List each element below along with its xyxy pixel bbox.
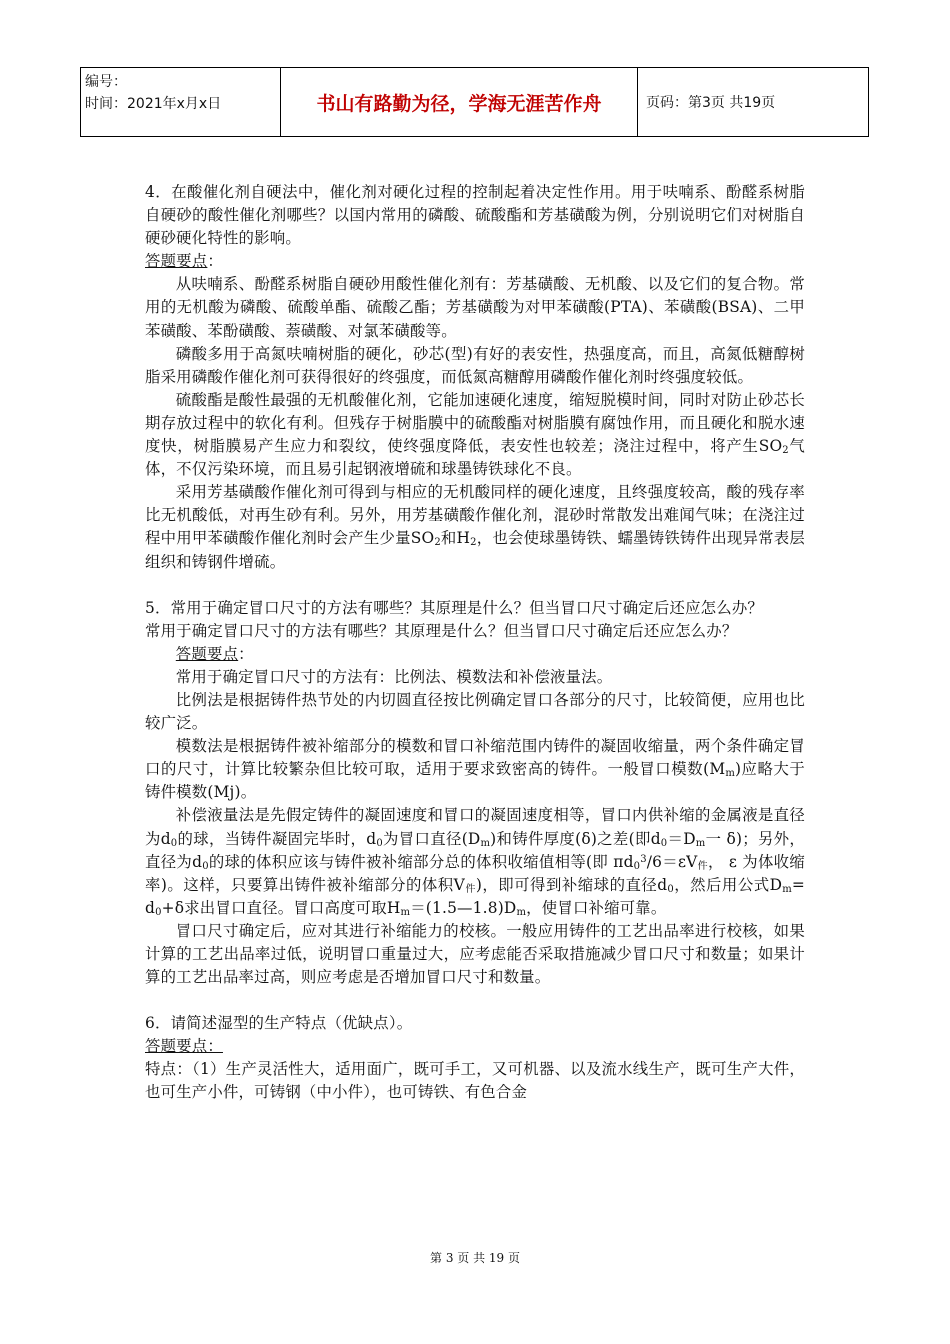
question-6: 6．请简述湿型的生产特点（优缺点）。 [145, 1014, 413, 1033]
section-gap [145, 574, 805, 597]
q5-paragraph-3: 模数法是根据铸件被补缩部分的模数和冒口补缩范围内铸件的凝固收缩量，两个条件确定冒口的尺寸，计算比较繁杂但比较可取，适用于要求致密高的铸件。一般冒口模数$(M_m)$应略大于铸件模数(Mj)。 [145, 737, 805, 802]
q4-paragraph-4: 采用芳基磺酸作催化剂可得到与相应的无机酸同样的硬化速度，且终强度较高，酸的残存率比无机酸低，对再生砂有利。另外，用芳基磺酸作催化剂，混砂时常散发出难闻气味；在浇注过程中用甲苯磺酸作催化剂时会产生少量$SO_2$和$H_2$，也会使球墨铸铁、蠕墨铸铁铸件出现异常表层组织和铸钢件增硫。 [145, 483, 805, 571]
answer-key-heading: 答题要点： [145, 1037, 223, 1056]
header-left-cell [81, 68, 281, 136]
time-label: 时间：2021年x月x日 [85, 96, 222, 112]
header-motto: 书山有路勤为径，学海无涯苦作舟 [281, 68, 638, 136]
answer-key-heading: 答题要点： [175, 644, 254, 663]
question-5-repeat: 常用于确定冒口尺寸的方法有哪些？其原理是什么？但当冒口尺寸确定后还应怎么办？ [145, 621, 738, 640]
section-gap [145, 989, 805, 1012]
header-page-info: 页码：第3页 共19页 [646, 95, 776, 111]
q4-paragraph-3: 硫酸酯是酸性最强的无机酸催化剂，它能加速硬化速度，缩短脱模时间，同时对防止砂芯长期存放过程中的软化有利。但残存于树脂膜中的硫酸酯对树脂膜有腐蚀作用，而且硬化和脱水速度快，树脂膜易产生应力和裂纹，使终强度降低，表安性也较差；浇注过程中，将产生$SO_2$气体，不仅污染环境，而且易引起钢液增硫和球墨铸铁球化不良。 [145, 390, 805, 479]
question-5: 5．常用于确定冒口尺寸的方法有哪些？其原理是什么？但当冒口尺寸确定后还应怎么办？ [145, 598, 764, 617]
question-4: 4．在酸催化剂自硬法中，催化剂对硬化过程的控制起着决定性作用。用于呋喃系、酚醛系树脂自硬砂的酸性催化剂哪些？以国内常用的磷酸、硫酸酯和芳基磺酸为例，分别说明它们对树脂自硬砂硬化特性的影响。 [145, 183, 805, 248]
q5-paragraph-5: 冒口尺寸确定后，应对其进行补缩能力的校核。一般应用铸件的工艺出品率进行校核，如果计算的工艺出品率过低，说明冒口重量过大，应考虑能否采取措施减少冒口尺寸和数量；如果计算的工艺出品率过高，则应考虑是否增加冒口尺寸和数量。 [145, 921, 805, 987]
q4-paragraph-2: 磷酸多用于高氮呋喃树脂的硬化，砂芯(型)有好的表安性，热强度高，而且，高氮低糖醇树脂采用磷酸作催化剂可获得很好的终强度，而低氮高糖醇用磷酸作催化剂时终强度较低。 [145, 344, 805, 386]
q6-paragraph-1: 特点：（1）生产灵活性大，适用面广，既可手工，又可机器、以及流水线生产，既可生产大件，也可生产小件，可铸钢（中小件），也可铸铁、有色合金 [145, 1060, 805, 1102]
page-footer: 第 3 页 共 19 页 [430, 1251, 520, 1265]
answer-key-heading: 答题要点： [145, 252, 223, 271]
q5-paragraph-1: 常用于确定冒口尺寸的方法有：比例法、模数法和补偿液量法。 [175, 667, 613, 686]
q5-paragraph-4: 补偿液量法是先假定铸件的凝固速度和冒口的凝固速度相等，冒口内供补缩的金属液是直径为$d_0$的球，当铸件凝固完毕时，$d_0$为冒口直径$(D_m)$和铸件厚度(δ)之差(即$d_0=D_m$一 δ)；另外，直径为$d_0$的球的体积应该与铸件被补缩部分总的体积收缩值相等(即 $\pi d_0^3/6=\varepsilon V_件$， ε 为体收缩率)。这样，只要算出铸件被补缩部分的体积$V_件$)，即可得到补缩球的直径$d_0$，然后用公式$D_m= d_0+\delta$求出冒口直径。冒口高度可取$H_m=(1.5—1.8)D_m$，使冒口补缩可靠。 [145, 806, 806, 918]
q4-paragraph-1: 从呋喃系、酚醛系树脂自硬砂用酸性催化剂有：芳基磺酸、无机酸、以及它们的复合物。常用的无机酸为磷酸、硫酸单酯、硫酸乙酯；芳基磺酸为对甲苯磺酸(PTA)、苯磺酸(BSA)、二甲苯磺酸、苯酚磺酸、萘磺酸、对氯苯磺酸等。 [145, 275, 805, 340]
document-body [145, 181, 805, 1105]
serial-label: 编号： [85, 74, 127, 90]
q5-paragraph-2: 比例法是根据铸件热节处的内切圆直径按比例确定冒口各部分的尺寸，比较简便，应用也比较广泛。 [145, 690, 805, 733]
page-header [80, 67, 869, 137]
